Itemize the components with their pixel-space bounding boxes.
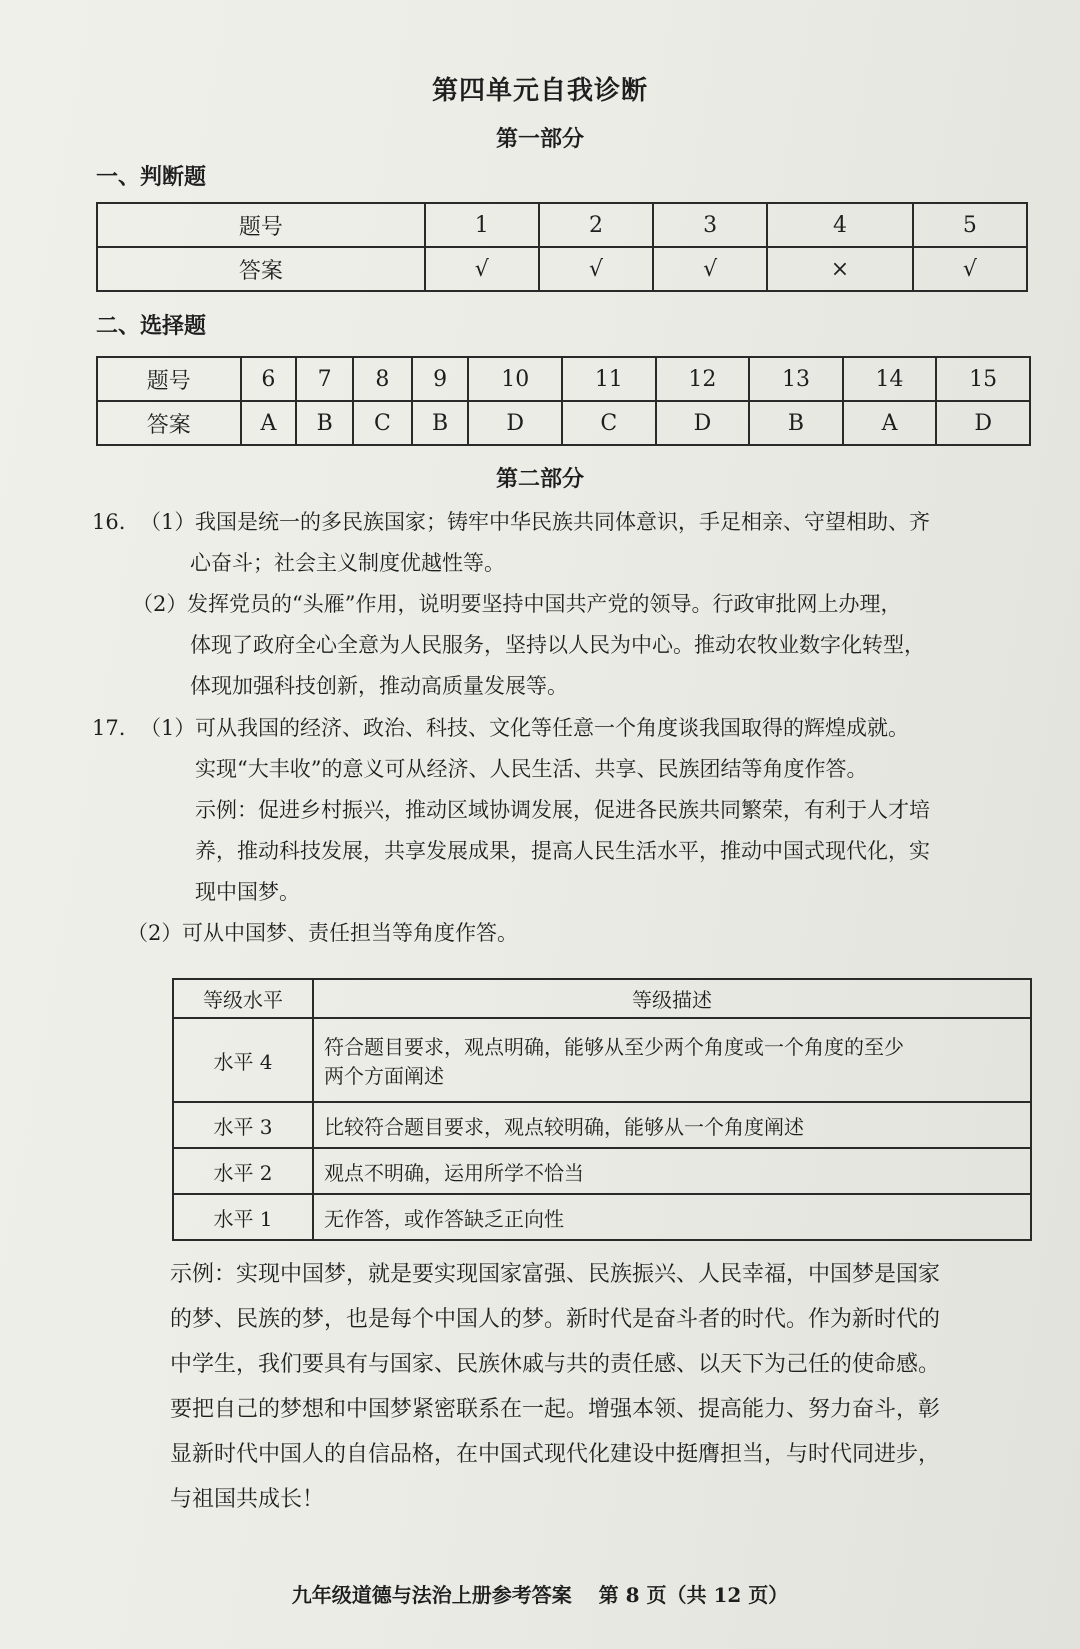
judge-answer-row (97, 247, 1027, 291)
grading-row (173, 1102, 1031, 1148)
choice-number: 13 (749, 357, 843, 401)
choice-section-heading: 二、选择题 (96, 313, 207, 339)
choice-number: 10 (468, 357, 562, 401)
grading-row (173, 1194, 1031, 1240)
choice-answer: D (656, 401, 750, 445)
choice-number: 15 (936, 357, 1030, 401)
judge-number: 4 (767, 203, 913, 247)
answer-line: 我国是统一的多民族国家；铸牢中华民族共同体意识，手足相亲、守望相助、齐 (195, 510, 930, 534)
grading-row (173, 1018, 1031, 1102)
judge-answer: × (767, 247, 913, 291)
answer-line: 实现“大丰收”的意义可从经济、人民生活、共享、民族团结等角度作答。 (195, 757, 868, 781)
grading-level-table (172, 978, 1032, 1241)
judge-answer: √ (425, 247, 539, 291)
answer-line: 可从我国的经济、政治、科技、文化等任意一个角度谈我国取得的辉煌成就。 (195, 716, 909, 740)
description-header: 等级描述 (313, 979, 1031, 1018)
answer-line: 体现加强科技创新，推动高质量发展等。 (190, 674, 568, 698)
answer-line: 心奋斗；社会主义制度优越性等。 (190, 551, 505, 575)
choice-answer: C (353, 401, 412, 445)
choice-answer: B (296, 401, 353, 445)
sample-answer-line: 显新时代中国人的自信品格，在中国式现代化建设中挺膺担当，与时代同进步， (170, 1442, 941, 1467)
description-cell (313, 1018, 1031, 1102)
choice-answer: D (468, 401, 562, 445)
description-line: 两个方面阐述 (324, 1064, 444, 1088)
sub-question-label: （1） (140, 716, 196, 740)
judge-answer: √ (539, 247, 653, 291)
judge-answer: √ (913, 247, 1027, 291)
answer-line: 示例：促进乡村振兴，推动区域协调发展，促进各民族共同繁荣，有利于人才培 (195, 798, 930, 822)
page-number: 第 8 页（共 12 页） (598, 1583, 789, 1607)
sample-answer-line: 中学生，我们要具有与国家、民族休戚与共的责任感、以天下为己任的使命感。 (170, 1352, 941, 1377)
level-cell: 水平 4 (173, 1018, 313, 1102)
choice-number-label: 题号 (97, 357, 241, 401)
choice-number: 9 (412, 357, 469, 401)
part-two-heading: 第二部分 (495, 466, 584, 492)
question-17 (92, 708, 1032, 954)
answer-line: 养，推动科技发展，共享发展成果，提高人民生活水平，推动中国式现代化，实 (195, 839, 930, 863)
question-16 (92, 502, 1032, 707)
part-one-heading: 第一部分 (495, 126, 584, 152)
sample-answer-line: 要把自己的梦想和中国梦紧密联系在一起。增强本领、提高能力、努力奋斗，彰 (170, 1397, 941, 1422)
question-number: 17. (92, 716, 126, 740)
sample-answer (170, 1252, 1040, 1522)
description-cell: 比较符合题目要求，观点较明确，能够从一个角度阐述 (313, 1102, 1031, 1148)
level-header: 等级水平 (173, 979, 313, 1018)
choice-number: 7 (296, 357, 353, 401)
grading-row (173, 1148, 1031, 1194)
choice-number: 8 (353, 357, 412, 401)
choice-answer: B (749, 401, 843, 445)
choice-answer-table (96, 356, 1031, 446)
answer-line: 可从中国梦、责任担当等角度作答。 (182, 921, 518, 945)
choice-number-row (97, 357, 1030, 401)
choice-answer: B (412, 401, 469, 445)
page-footer (0, 1579, 1080, 1608)
judge-number-label: 题号 (97, 203, 425, 247)
book-title: 九年级道德与法治上册参考答案 (291, 1583, 572, 1607)
question-number: 16. (92, 510, 126, 534)
choice-answer: A (843, 401, 937, 445)
choice-number: 6 (241, 357, 297, 401)
judge-section-heading: 一、判断题 (96, 164, 207, 190)
sample-answer-line: 的梦、民族的梦，也是每个中国人的梦。新时代是奋斗者的时代。作为新时代的 (170, 1307, 941, 1332)
judge-answer-table (96, 202, 1028, 292)
sample-answer-line: 示例：实现中国梦，就是要实现国家富强、民族振兴、人民幸福，中国梦是国家 (170, 1262, 941, 1287)
judge-number: 3 (653, 203, 767, 247)
judge-answer: √ (653, 247, 767, 291)
level-cell: 水平 2 (173, 1148, 313, 1194)
description-cell: 无作答，或作答缺乏正向性 (313, 1194, 1031, 1240)
choice-number: 11 (562, 357, 656, 401)
choice-answer: C (562, 401, 656, 445)
sample-answer-line: 与祖国共成长！ (170, 1487, 325, 1512)
judge-number: 2 (539, 203, 653, 247)
choice-answer-row (97, 401, 1030, 445)
sub-question-label: （2） (132, 592, 188, 616)
choice-number: 12 (656, 357, 750, 401)
unit-title: 第四单元自我诊断 (431, 76, 648, 106)
sub-question-label: （1） (140, 510, 196, 534)
choice-answer-label: 答案 (97, 401, 241, 445)
choice-number: 14 (843, 357, 937, 401)
answer-line: 现中国梦。 (195, 880, 300, 904)
description-cell: 观点不明确，运用所学不恰当 (313, 1148, 1031, 1194)
description-line: 符合题目要求，观点明确，能够从至少两个角度或一个角度的至少 (324, 1035, 904, 1059)
choice-answer: D (936, 401, 1030, 445)
level-cell: 水平 1 (173, 1194, 313, 1240)
judge-number-row (97, 203, 1027, 247)
judge-answer-label: 答案 (97, 247, 425, 291)
level-cell: 水平 3 (173, 1102, 313, 1148)
answer-line: 体现了政府全心全意为人民服务，坚持以人民为中心。推动农牧业数字化转型， (190, 633, 925, 657)
judge-number: 5 (913, 203, 1027, 247)
sub-question-label: （2） (127, 921, 183, 945)
grading-header-row (173, 979, 1031, 1018)
choice-answer: A (241, 401, 297, 445)
answer-line: 发挥党员的“头雁”作用，说明要坚持中国共产党的领导。行政审批网上办理， (187, 592, 902, 616)
judge-number: 1 (425, 203, 539, 247)
